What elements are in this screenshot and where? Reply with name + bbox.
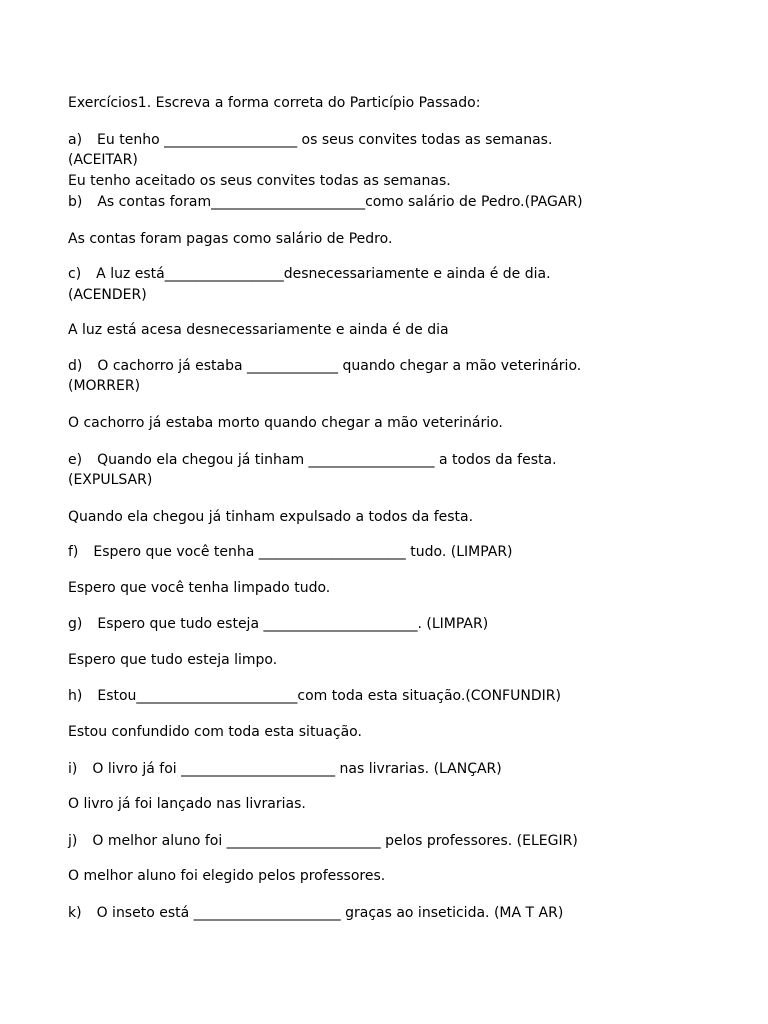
exercise-item-a <box>68 131 552 150</box>
exercise-item-h <box>68 687 561 706</box>
item-question: As contas foram______________________como salário de Pedro.(PAGAR) <box>97 194 583 210</box>
item-letter: h) <box>68 688 83 704</box>
item-question: O melhor aluno foi ______________________ pelos professores. (ELEGIR) <box>92 833 578 849</box>
item-verb: (EXPULSAR) <box>68 472 153 488</box>
exercise-item-j <box>68 832 578 851</box>
item-letter: k) <box>68 905 82 921</box>
item-question: A luz está_________________desnecessariamente e ainda é de dia. <box>96 266 551 282</box>
item-verb: (MORRER) <box>68 378 141 394</box>
exercise-heading: Exercícios1. Escreva a forma correta do Particípio Passado: <box>68 95 481 111</box>
item-letter: c) <box>68 266 82 282</box>
item-letter: e) <box>68 452 83 468</box>
item-letter: a) <box>68 132 83 148</box>
item-answer: O livro já foi lançado nas livrarias. <box>68 796 306 812</box>
exercise-item-k <box>68 904 563 923</box>
exercise-item-c <box>68 265 551 284</box>
exercise-item-i <box>68 760 502 779</box>
item-letter: g) <box>68 616 83 632</box>
item-question: Espero que tudo esteja ______________________. (LIMPAR) <box>97 616 489 632</box>
item-answer: Espero que tudo esteja limpo. <box>68 652 278 668</box>
exercise-item-g <box>68 615 488 634</box>
item-letter: i) <box>68 761 78 777</box>
item-verb: (ACEITAR) <box>68 152 138 168</box>
item-answer: O melhor aluno foi elegido pelos professores. <box>68 868 386 884</box>
item-question: O cachorro já estaba _____________ quando chegar a mão veterinário. <box>97 358 582 374</box>
item-answer: As contas foram pagas como salário de Pedro. <box>68 231 393 247</box>
item-question: Quando ela chegou já tinham __________________ a todos da festa. <box>97 452 557 468</box>
exercise-item-f <box>68 543 513 562</box>
item-answer: O cachorro já estaba morto quando chegar a mão veterinário. <box>68 415 503 431</box>
exercise-item-d <box>68 357 581 376</box>
item-answer: A luz está acesa desnecessariamente e ainda é de dia <box>68 322 449 338</box>
exercise-item-e <box>68 451 557 470</box>
item-question: Eu tenho ___________________ os seus convites todas as semanas. <box>97 132 553 148</box>
item-letter: d) <box>68 358 83 374</box>
item-verb: (ACENDER) <box>68 287 147 303</box>
item-question: Espero que você tenha _____________________ tudo. (LIMPAR) <box>93 544 513 560</box>
item-letter: f) <box>68 544 79 560</box>
item-question: O inseto está _____________________ graças ao inseticida. (MA T AR) <box>96 905 564 921</box>
item-answer: Estou confundido com toda esta situação. <box>68 724 362 740</box>
item-letter: b) <box>68 194 83 210</box>
item-answer: Quando ela chegou já tinham expulsado a todos da festa. <box>68 509 474 525</box>
item-answer: Espero que você tenha limpado tudo. <box>68 580 331 596</box>
item-question: O livro já foi ______________________ nas livrarias. (LANÇAR) <box>92 761 502 777</box>
item-answer: Eu tenho aceitado os seus convites todas as semanas. <box>68 173 451 189</box>
exercise-item-b <box>68 193 583 212</box>
item-question: Estou_______________________com toda esta situação.(CONFUNDIR) <box>97 688 561 704</box>
item-letter: j) <box>68 833 78 849</box>
